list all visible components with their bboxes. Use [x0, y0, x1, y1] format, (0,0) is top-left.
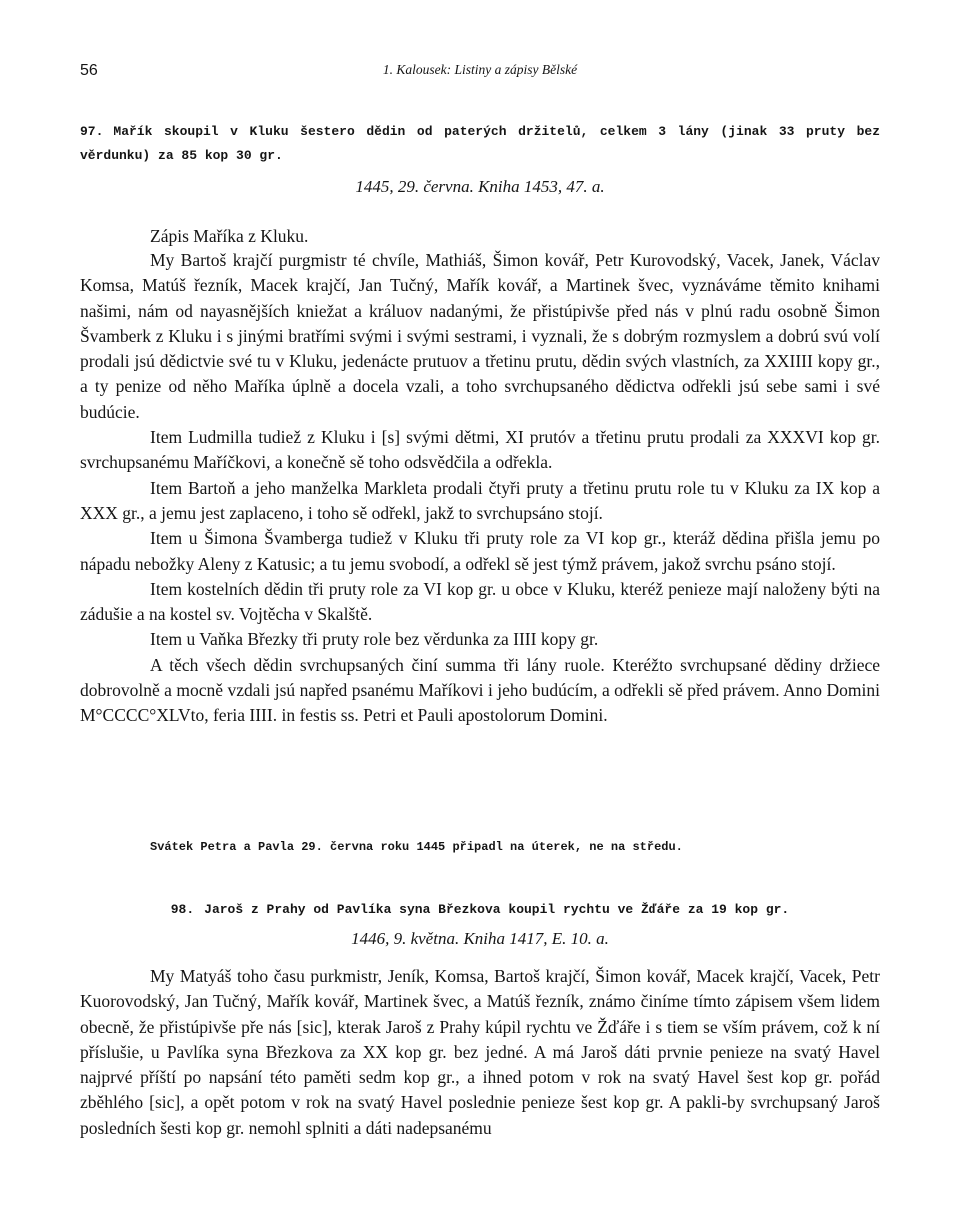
- entry-98-number: 98.: [170, 902, 195, 917]
- entry-97-paragraph: Item u Šimona Švamberga tudiež v Kluku tři pruty role za VI kop gr., kteráž dědina přišla jemu po nápadu nebožky Aleny z Katusic; a tu jemu svobodí, a odřekl sě jest týmž právem, jakož svrchu psáno stojí.: [80, 528, 880, 574]
- entry-98-paragraph: My Matyáš toho času purkmistr, Jeník, Komsa, Bartoš krajčí, Šimon kovář, Macek krajčí, Vacek, Petr Kuorovodský, Jan Tučný, Mařík kovář, Martinek švec, a Matúš řezník, známo činíme tímto zápisem všem lidem obecně, že přistúpivše pře nás [sic], kterak Jaroš z Prahy kúpil rychtu ve Žďáře i s tiem se vším právem, což k ní příslušie, u Pavlíka syna Březkova za XX kop gr. bez jedné. A má Jaroš dáti prvnie penieze na svatý Havel najprvé příští po napsání této paměti sedm kop gr., a ihned potom v rok na svatý Havel šest kop gr. pořád zběhlého [sic], a opět potom v rok na svatý Havel poslednie penieze šest kop gr. A pakli-by svrchupsaný Jaroš posledních šesti kop gr. nemohl splniti a dáti nadepsanému: [80, 966, 880, 1138]
- entry-97-paragraph: Item Bartoň a jeho manželka Markleta prodali čtyři pruty a třetinu prutu role tu v Kluku za IX kop a XXX gr., a jemu jest zaplaceno, i toho sě odřekl, jakž to svrchupsáno stojí.: [80, 477, 880, 523]
- entry-97-body: [80, 248, 880, 729]
- entry-97-paragraph: My Bartoš krajčí purgmistr té chvíle, Mathiáš, Šimon kovář, Petr Kurovodský, Vacek, Janek, Václav Komsa, Matúš řezník, Macek krajčí, Jan Tučný, Mařík kovář, a Martinek švec, vyznáváme těmito knihami našimi, nám od nayasnějších kniežat a králuov nadanými, že přistúpivše před nás v plnú radu osobně Šimon Švamberk z Kluku i s jinými bratřími svými i svými sestrami, i vyznali, že s dobrým rozmyslem a dobrú svú volí prodali jsú dědictvie své tu v Kluku, jedenácte prutuov a třetinu prutu, dědin svých vlastních, za XXIIII kopy gr., a ty penize od něho Maříka úplně a docela vzali, a toho svrchupsaného dědictva odřekli jsú sebe sami i své budúcie.: [80, 250, 880, 422]
- entry-98-summary: Jaroš z Prahy od Pavlíka syna Březkova koupil rychtu ve Žďáře za 19 kop gr.: [204, 902, 790, 917]
- running-title: 1. Kalousek: Listiny a zápisy Bělské: [382, 62, 578, 77]
- entry-97-title-line: Zápis Maříka z Kluku.: [150, 226, 309, 246]
- page-number: 56: [80, 62, 98, 79]
- running-header: [80, 62, 880, 86]
- entry-97-paragraph: Item Ludmilla tudiež z Kluku i [s] svými dětmi, XI prutóv a třetinu prutu prodali za XXXVI kop gr. svrchupsanému Maříčkovi, a konečně sě toho odsvědčila a odřekla.: [80, 427, 880, 473]
- entry-97-paragraph: A těch všech dědin svrchupsaných činí summa tři lány ruole. Kteréžto svrchupsané dědiny držiece dobrovolně a mocně vzdali jsú napřed psanému Maříkovi i jeho budúcím, a odřekli sě před právem. Anno Domini M°CCCC°XLVto, feria IIII. in festis ss. Petri et Pauli apostolorum Domini.: [80, 654, 880, 726]
- entry-98-dateline: 1446, 9. května. Kniha 1417, E. 10. a.: [351, 929, 609, 948]
- entry-97-heading: [80, 120, 880, 168]
- entry-98-body: [80, 964, 880, 1141]
- entry-97-dateline: 1445, 29. června. Kniha 1453, 47. a.: [355, 177, 605, 196]
- entry-97-summary: Mařík skoupil v Kluku šestero dědin od paterých držitelů, celkem 3 lány (jinak 33 pruty bez věrdunku) za 85 kop 30 gr.: [80, 124, 880, 163]
- entry-97-footnote: Svátek Petra a Pavla 29. června roku 1445 připadl na úterek, ne na středu.: [150, 840, 683, 854]
- entry-97-paragraph: Item u Vaňka Březky tři pruty role bez věrdunka za IIII kopy gr.: [150, 629, 599, 650]
- entry-98-heading: [80, 898, 880, 922]
- entry-97-paragraph: Item kostelních dědin tři pruty role za VI kop gr. u obce v Kluku, kteréž penieze mají naloženy býti na zádušie a na kostel sv. Vojtěcha v Skalště.: [80, 578, 880, 625]
- entry-97-number: 97.: [80, 124, 104, 139]
